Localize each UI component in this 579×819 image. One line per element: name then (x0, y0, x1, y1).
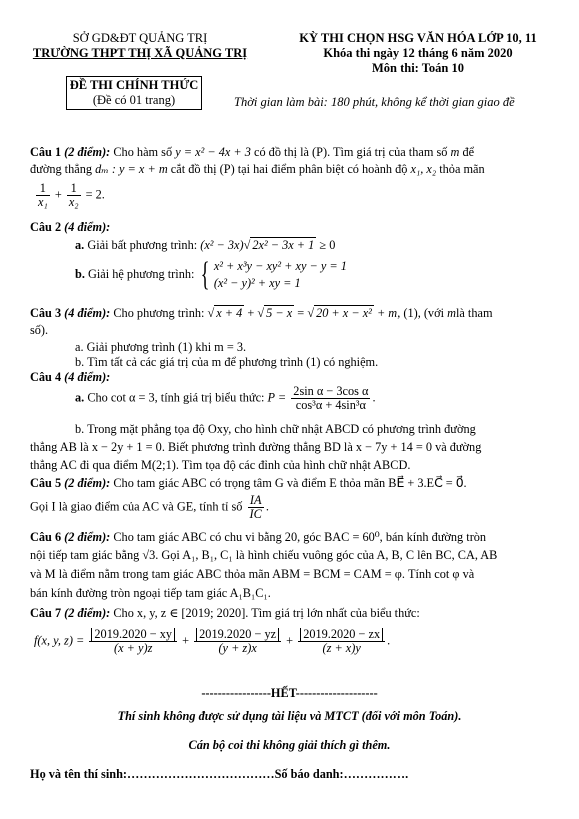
q7-den1: (x + y)z (114, 641, 153, 655)
q7-num3: 2019.2020 − zx (300, 628, 383, 641)
q3-sqrt2: 5 − x (266, 306, 293, 320)
q6-line1 (30, 530, 486, 545)
q2a-text: Giải bất phương trình: (87, 238, 198, 252)
q1-frac2-num: 1 (67, 182, 81, 196)
q1-text3: để (462, 145, 475, 159)
candidate-info: Họ và tên thí sinh:………………………………Số báo danh:……………. (30, 767, 409, 781)
q7-points: (2 điểm): (64, 606, 111, 620)
page-count: (Đề có 01 trang) (92, 93, 176, 107)
q2b-eq2: (x² − y)² + xy = 1 (213, 276, 301, 290)
q4-label: Câu 4 (30, 370, 62, 384)
q3-part-b: b. Tìm tất cả các giá trị của m để phương trình (1) có nghiệm. (75, 355, 379, 369)
q5-points: (2 điểm): (64, 476, 111, 490)
q2-label: Câu 2 (30, 220, 62, 234)
q5-text2: Gọi I là giao điểm của AC và GE, tính tỉ số (30, 499, 243, 514)
q2-heading (30, 220, 110, 235)
q5-line2 (30, 494, 269, 521)
q1-equation: y = x² − 4x + 3 (175, 145, 251, 159)
q3-line1: Câu 3 (4 điểm): Cho phương trình: √ x + 4 + √ 5 − x = √ 20 + x − x² + m, (1), (với mlà tham (30, 306, 493, 320)
exam-subject: Môn thi: Toán 10 (371, 61, 465, 75)
q1-points: (2 điểm): (64, 145, 111, 159)
q7-line1 (30, 606, 420, 621)
q2-points: (4 điểm): (64, 220, 111, 234)
q2a-sqrt: 2x² − 3x + 1 (252, 238, 315, 252)
q1-text5: cắt đồ thị (P) tại hai điểm phân biệt có hoành độ (170, 162, 408, 176)
q4-heading (30, 370, 110, 385)
q3-label: Câu 3 (30, 306, 62, 320)
q1-param: m (450, 145, 460, 159)
q4a-text: Cho cot α = 3, tính giá trị biểu thức: (87, 390, 265, 405)
q4a-den: cos³α + 4sin³α (295, 398, 366, 412)
q4b-line3: thẳng AC đi qua điểm M(2;1). Tìm tọa độ các đỉnh của hình chữ nhật ABCD. (30, 458, 411, 472)
q3-sqrt3: 20 + x − x² (316, 306, 372, 320)
q3-m: m (447, 306, 456, 320)
q6-line2: nội tiếp tam giác bằng √3. Gọi A₁, B₁, C₁ là hình chiếu vuông góc của A, B, C lên BC, CA, AB (30, 548, 498, 562)
q3-part-a: a. Giải phương trình (1) khi m = 3. (75, 340, 247, 354)
q6-line4: bán kính đường tròn ngoại tiếp tam giác A₁B₁C₁. (30, 586, 271, 600)
header-right (268, 31, 568, 76)
q3-points: (4 điểm): (64, 306, 111, 320)
q1-text2: có đồ thị là (P). Tìm giá trị của tham số (253, 145, 448, 159)
rule-note-2: Cán bộ coi thi không giải thích gì thêm. (188, 738, 391, 752)
q4-points: (4 điểm): (64, 370, 111, 384)
q2a-factor: (x² − 3x) (200, 238, 244, 252)
q4a-label: a. (75, 390, 85, 405)
q7-f: f(x, y, z) = (34, 633, 85, 648)
department-name: SỞ GD&ĐT QUẢNG TRỊ (72, 31, 208, 45)
q4a-num: 2sin α − 3cos α (293, 384, 369, 398)
school-name: TRƯỜNG THPT THỊ XÃ QUẢNG TRỊ (32, 46, 248, 60)
q5-label: Câu 5 (30, 476, 62, 490)
q1-roots: x₁, x₂ (410, 162, 437, 176)
header-left (30, 31, 250, 61)
q1-frac1-num: 1 (36, 182, 50, 196)
official-box (66, 76, 202, 110)
q2-part-a: a. Giải bất phương trình: (x² − 3x)√ 2x² − 3x + 1 ≥ 0 (75, 238, 336, 252)
q1-frac1-den: x₁ (38, 195, 48, 209)
q4a-end: . (372, 390, 376, 405)
q1-line1 (30, 145, 474, 160)
q7-expression (34, 628, 390, 655)
q1-text: Cho hàm số (113, 145, 173, 159)
q1-line-equation: dₘ : y = x + m (95, 162, 168, 176)
q2b-label: b. (75, 266, 85, 281)
q7-text: Cho x, y, z ∈ [2019; 2020]. Tìm giá trị lớn nhất của biểu thức: (113, 606, 420, 620)
rule-note-1: Thí sinh không được sử dụng tài liệu và MTCT (đối với môn Toán). (117, 709, 462, 723)
q2b-eq1: x² + x³y − xy² + xy − y = 1 (213, 259, 347, 273)
q5-text: Cho tam giác ABC có trọng tâm G và điểm E thỏa mãn BE⃗ + 3.EC⃗ = 0⃗. (113, 476, 467, 490)
q7-plus1: + (182, 633, 190, 648)
q7-den2: (y + z)x (218, 641, 257, 655)
q2-part-b: b. Giải hệ phương trình: { x² + x³y − xy² + xy − y = 1 (x² − y)² + xy = 1 (75, 256, 347, 293)
q4b-line2: thẳng AB là x − 2y + 1 = 0. Biết phương trình đường thẳng BD là x − 7y + 14 = 0 và đường (30, 440, 482, 454)
q7-end: . (387, 633, 391, 648)
q7-den3: (z + x)y (322, 641, 361, 655)
q3-sqrt1: x + 4 (216, 306, 243, 320)
q7-num1: 2019.2020 − xy (91, 628, 175, 641)
official-label: ĐỀ THI CHÍNH THỨC (69, 78, 199, 92)
q4a-p: P = (267, 390, 287, 405)
q5-den: IC (249, 507, 262, 521)
q1-text6: thỏa mãn (439, 162, 485, 176)
q3-text: Cho phương trình: (113, 306, 205, 320)
q6-label: Câu 6 (30, 530, 62, 544)
q7-num2: 2019.2020 − yz (196, 628, 279, 641)
q7-label: Câu 7 (30, 606, 62, 620)
q5-line1 (30, 476, 467, 491)
q4b-line1: b. Trong mặt phẳng tọa độ Oxy, cho hình chữ nhật ABCD có phương trình đường (75, 422, 476, 436)
q2b-text: Giải hệ phương trình: (88, 266, 195, 281)
q3-text2: , (1), (với (397, 306, 445, 320)
q1-equals: = 2. (85, 187, 105, 202)
end-marker: -----------------HẾT-------------------- (201, 686, 378, 700)
q6-text: Cho tam giác ABC có chu vi bằng 20, góc BAC = 60⁰, bán kính đường tròn (113, 530, 487, 544)
exam-duration: Thời gian làm bài: 180 phút, không kể thời gian giao đề (234, 95, 515, 109)
q1-condition (34, 182, 105, 209)
q2a-rhs: ≥ 0 (319, 238, 336, 252)
q1-line2 (30, 162, 485, 177)
q3-plus: + (247, 306, 255, 320)
q2a-label: a. (75, 238, 85, 252)
q3-line2: số). (30, 323, 49, 337)
q3-text4: là tham (455, 306, 493, 320)
q1-text4: đường thẳng (30, 162, 93, 176)
q1-label: Câu 1 (30, 145, 62, 159)
q3-param: + m (376, 306, 398, 320)
q6-line3: và M là điểm nằm trong tam giác ABC thỏa mãn ABM = BCM = CAM = φ. Tính cot φ và (30, 567, 475, 581)
q6-points: (2 điểm): (64, 530, 111, 544)
exam-date: Khóa thi ngày 12 tháng 6 năm 2020 (323, 46, 513, 60)
exam-title: KỲ THI CHỌN HSG VĂN HÓA LỚP 10, 11 (299, 31, 537, 45)
q3-equals: = (297, 306, 305, 320)
q1-frac2-den: x₂ (68, 195, 79, 209)
q4-part-a (75, 385, 376, 412)
q5-num: IA (248, 494, 264, 508)
q1-plus: + (54, 187, 62, 202)
q5-end: . (265, 499, 269, 514)
q7-plus2: + (286, 633, 294, 648)
